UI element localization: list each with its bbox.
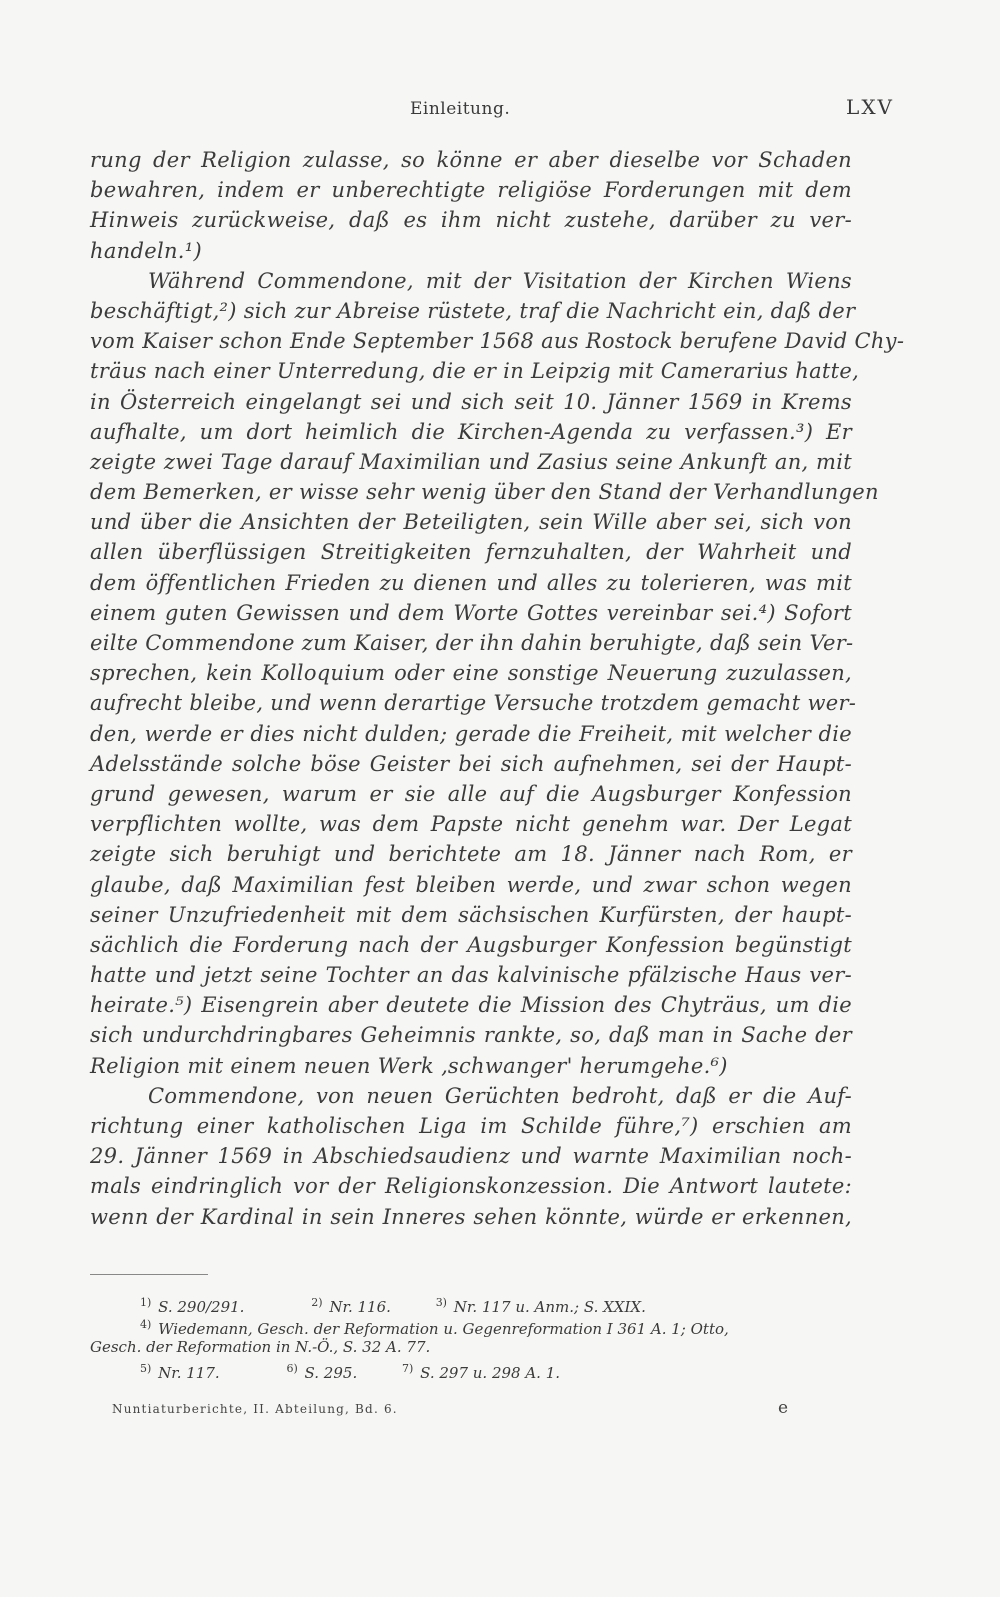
text-line: eilte Commendone zum Kaiser, der ihn dahin beruhigte, daß sein Ver- bbox=[90, 631, 854, 655]
text-line: richtung einer katholischen Liga im Schilde führe,⁷) erschien am bbox=[90, 1114, 852, 1138]
footnote-line bbox=[90, 1358, 852, 1380]
footnote-2: $^{2)}$ Nr. 116. bbox=[311, 1296, 391, 1316]
text-line: einem guten Gewissen und dem Worte Gottes vereinbar sei.⁴) Sofort bbox=[90, 600, 852, 625]
text-line: allen überflüssigen Streitigkeiten fernzuhalten, der Wahrheit und bbox=[90, 540, 852, 565]
text-line: zeigte sich beruhigt und berichtete am 18. Jänner nach Rom, er bbox=[90, 842, 852, 867]
text-line: Religion mit einem neuen Werk ‚schwanger' herumgehe.⁶) bbox=[90, 1053, 728, 1078]
text-line: dem Bemerken, er wisse sehr wenig über den Stand der Verhandlungen bbox=[90, 480, 879, 505]
text-line: Während Commendone, mit der Visitation der Kirchen Wiens bbox=[148, 268, 852, 293]
running-title: Einleitung. bbox=[410, 99, 511, 119]
text-line: rung der Religion zulasse, so könne er aber dieselbe vor Schaden bbox=[90, 148, 852, 172]
main-text bbox=[90, 145, 905, 1232]
text-line: sprechen, kein Kolloquium oder eine sonstige Neuerung zuzulassen, bbox=[90, 661, 852, 686]
text-line: beschäftigt,²) sich zur Abreise rüstete, traf die Nachricht ein, daß der bbox=[90, 298, 856, 323]
text-line: hatte und jetzt seine Tochter an das kalvinische pfälzische Haus ver- bbox=[90, 963, 852, 988]
text-line: bewahren, indem er unberechtigte religiöse Forderungen mit dem bbox=[90, 178, 852, 203]
text-line: aufhalte, um dort heimlich die Kirchen-Agenda zu verfassen.³) Er bbox=[90, 419, 852, 444]
footnote-4-continued: Gesch. der Reformation in N.-Ö., S. 32 A. 77. bbox=[90, 1338, 431, 1356]
footnote-3: $^{3)}$ Nr. 117 u. Anm.; S. XXIX. bbox=[435, 1296, 646, 1316]
text-line: und über die Ansichten der Beteiligten, sein Wille aber sei, sich von bbox=[90, 510, 852, 535]
series-signature: Nuntiaturberichte, II. Abteilung, Bd. 6. bbox=[112, 1402, 398, 1416]
footnote-7: $^{7)}$ S. 297 u. 298 A. 1. bbox=[402, 1362, 561, 1382]
text-line: seiner Unzufriedenheit mit dem sächsischen Kurfürsten, der haupt- bbox=[90, 902, 852, 927]
text-line: wenn der Kardinal in sein Inneres sehen könnte, würde er erkennen, bbox=[90, 1204, 852, 1229]
footnotes bbox=[90, 1292, 852, 1380]
footnote-5: $^{5)}$ Nr. 117. bbox=[140, 1362, 220, 1382]
page-number: LXV bbox=[846, 95, 894, 119]
text-line: den, werde er dies nicht dulden; gerade die Freiheit, mit welcher die bbox=[90, 721, 852, 746]
footnote-1: $^{1)}$ S. 290/291. bbox=[140, 1296, 245, 1316]
text-line: vom Kaiser schon Ende September 1568 aus Rostock berufene David Chy- bbox=[90, 329, 905, 354]
text-line: Hinweis zurückweise, daß es ihm nicht zustehe, darüber zu ver- bbox=[90, 208, 852, 233]
text-line: heirate.⁵) Eisengrein aber deutete die Mission des Chyträus, um die bbox=[90, 993, 852, 1018]
footnote-divider bbox=[90, 1274, 208, 1275]
text-line: Adelsstände solche böse Geister bei sich aufnehmen, sei der Haupt- bbox=[90, 751, 852, 776]
text-line: mals eindringlich vor der Religionskonzession. Die Antwort lautete: bbox=[90, 1174, 852, 1199]
text-line: in Österreich eingelangt sei und sich seit 10. Jänner 1569 in Krems bbox=[90, 389, 852, 414]
footnote-6: $^{6)}$ S. 295. bbox=[286, 1362, 358, 1382]
text-line: handeln.¹) bbox=[90, 238, 202, 263]
text-line: glaube, daß Maximilian fest bleiben werde, und zwar schon wegen bbox=[90, 872, 852, 897]
text-line: aufrecht bleibe, und wenn derartige Versuche trotzdem gemacht wer- bbox=[90, 691, 857, 716]
text-line: träus nach einer Unterredung, die er in Leipzig mit Camerarius hatte, bbox=[90, 359, 860, 384]
footnote-line bbox=[90, 1292, 852, 1314]
text-line: dem öffentlichen Frieden zu dienen und alles zu tolerieren, was mit bbox=[90, 570, 852, 595]
text-line: sich undurchdringbares Geheimnis rankte, so, daß man in Sache der bbox=[90, 1023, 852, 1048]
text-line: verpflichten wollte, was dem Papste nicht genehm war. Der Legat bbox=[90, 812, 852, 837]
text-line: sächlich die Forderung nach der Augsburger Konfession begünstigt bbox=[90, 932, 852, 957]
text-line: grund gewesen, warum er sie alle auf die Augsburger Konfession bbox=[90, 781, 852, 806]
page-header bbox=[90, 95, 894, 131]
text-line: 29. Jänner 1569 in Abschiedsaudienz und warnte Maximilian noch- bbox=[90, 1144, 852, 1169]
text-line: Commendone, von neuen Gerüchten bedroht, daß er die Auf- bbox=[148, 1083, 852, 1108]
text-line: zeigte zwei Tage darauf Maximilian und Zasius seine Ankunft an, mit bbox=[90, 449, 852, 474]
signature-mark: e bbox=[778, 1398, 789, 1418]
footnote-4: $^{4)}$ Wiedemann, Gesch. der Reformation u. Gegenreformation I 361 A. 1; Otto, bbox=[140, 1318, 729, 1338]
